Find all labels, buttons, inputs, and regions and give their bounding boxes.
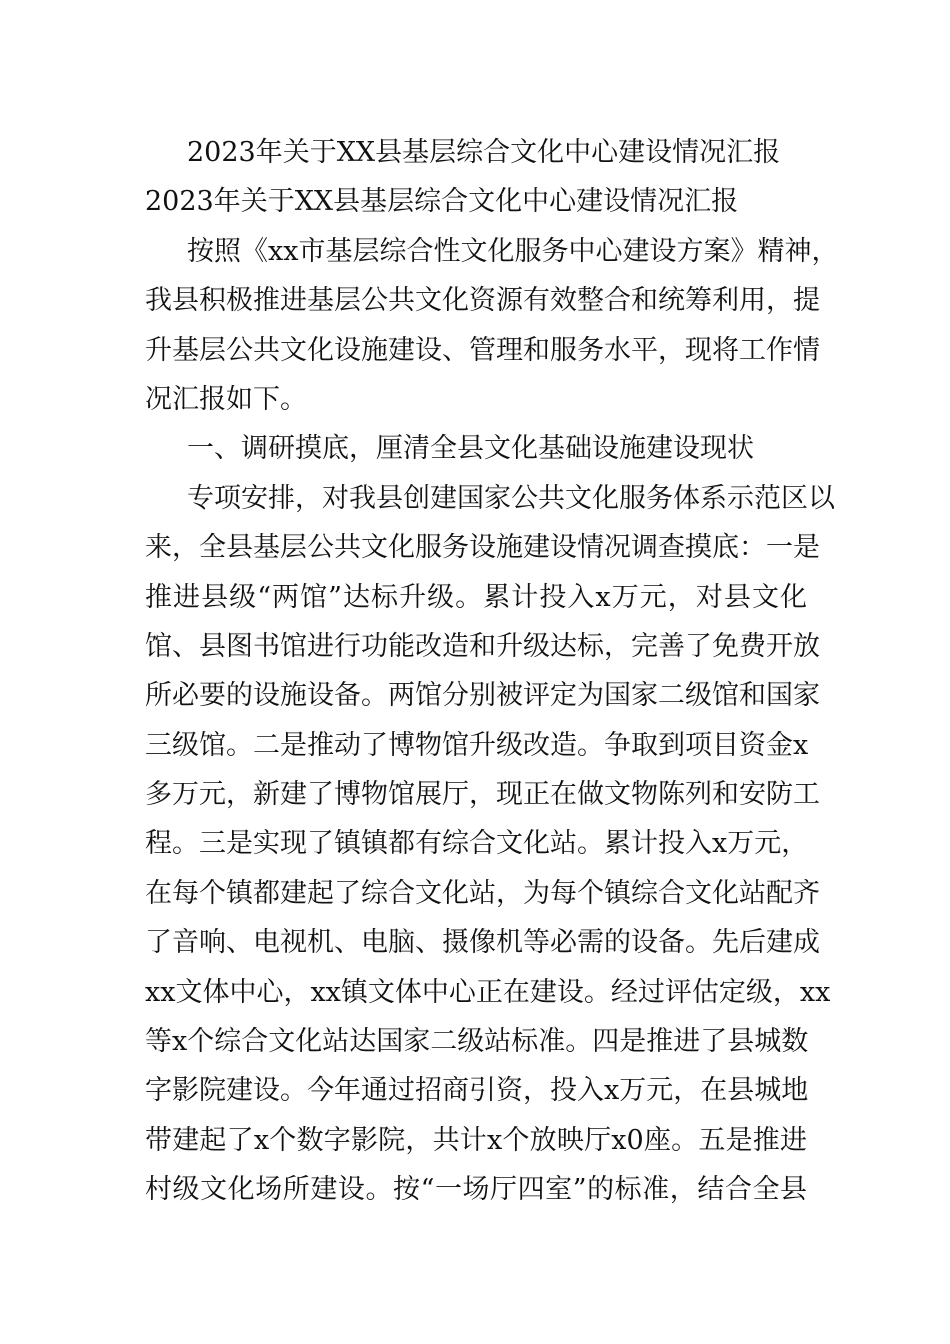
body-line: 推进县级“两馆”达标升级。累计投入x万元，对县文化 [145, 581, 807, 613]
intro-line: 升基层公共文化设施建设、管理和服务水平，现将工作情 [145, 334, 820, 366]
document-body [145, 128, 839, 1215]
intro-line: 按照《xx市基层综合性文化服务中心建设方案》精神， [187, 235, 839, 267]
body-line: 多万元，新建了博物馆展厅，现正在做文物陈列和安防工 [145, 779, 820, 811]
intro-line: 我县积极推进基层公共文化资源有效整合和统筹利用，提 [145, 285, 820, 317]
body-line: 三级馆。二是推动了博物馆升级改造。争取到项目资金x [145, 729, 809, 761]
body-line: xx文体中心，xx镇文体中心正在建设。经过评估定级，xx [145, 976, 831, 1008]
body-line: 专项安排，对我县创建国家公共文化服务体系示范区以 [187, 482, 835, 514]
document-subtitle: 2023年关于XX县基层综合文化中心建设情况汇报 [145, 186, 739, 218]
body-line: 来，全县基层公共文化服务设施建设情况调查摸底：一是 [145, 532, 820, 564]
section-heading: 一、调研摸底，厘清全县文化基础设施建设现状 [187, 433, 754, 465]
body-line: 程。三是实现了镇镇都有综合文化站。累计投入x万元， [145, 828, 809, 860]
body-line: 带建起了x个数字影院，共计x个放映厅x0座。五是推进 [145, 1124, 807, 1156]
body-line: 了音响、电视机、电脑、摄像机等必需的设备。先后建成 [145, 927, 820, 959]
body-line: 等x个综合文化站达国家二级站标准。四是推进了县城数 [145, 1026, 809, 1058]
body-line: 村级文化场所建设。按“一场厅四室”的标准，结合全县 [145, 1174, 807, 1206]
body-line: 字影院建设。今年通过招商引资，投入x万元，在县城地 [145, 1075, 809, 1107]
body-line: 馆、县图书馆进行功能改造和升级达标，完善了免费开放 [145, 630, 820, 662]
body-line: 所必要的设施设备。两馆分别被评定为国家二级馆和国家 [145, 680, 820, 712]
intro-line: 况汇报如下。 [145, 383, 307, 415]
body-line: 在每个镇都建起了综合文化站，为每个镇综合文化站配齐 [145, 877, 820, 909]
document-title: 2023年关于XX县基层综合文化中心建设情况汇报 [187, 137, 781, 168]
